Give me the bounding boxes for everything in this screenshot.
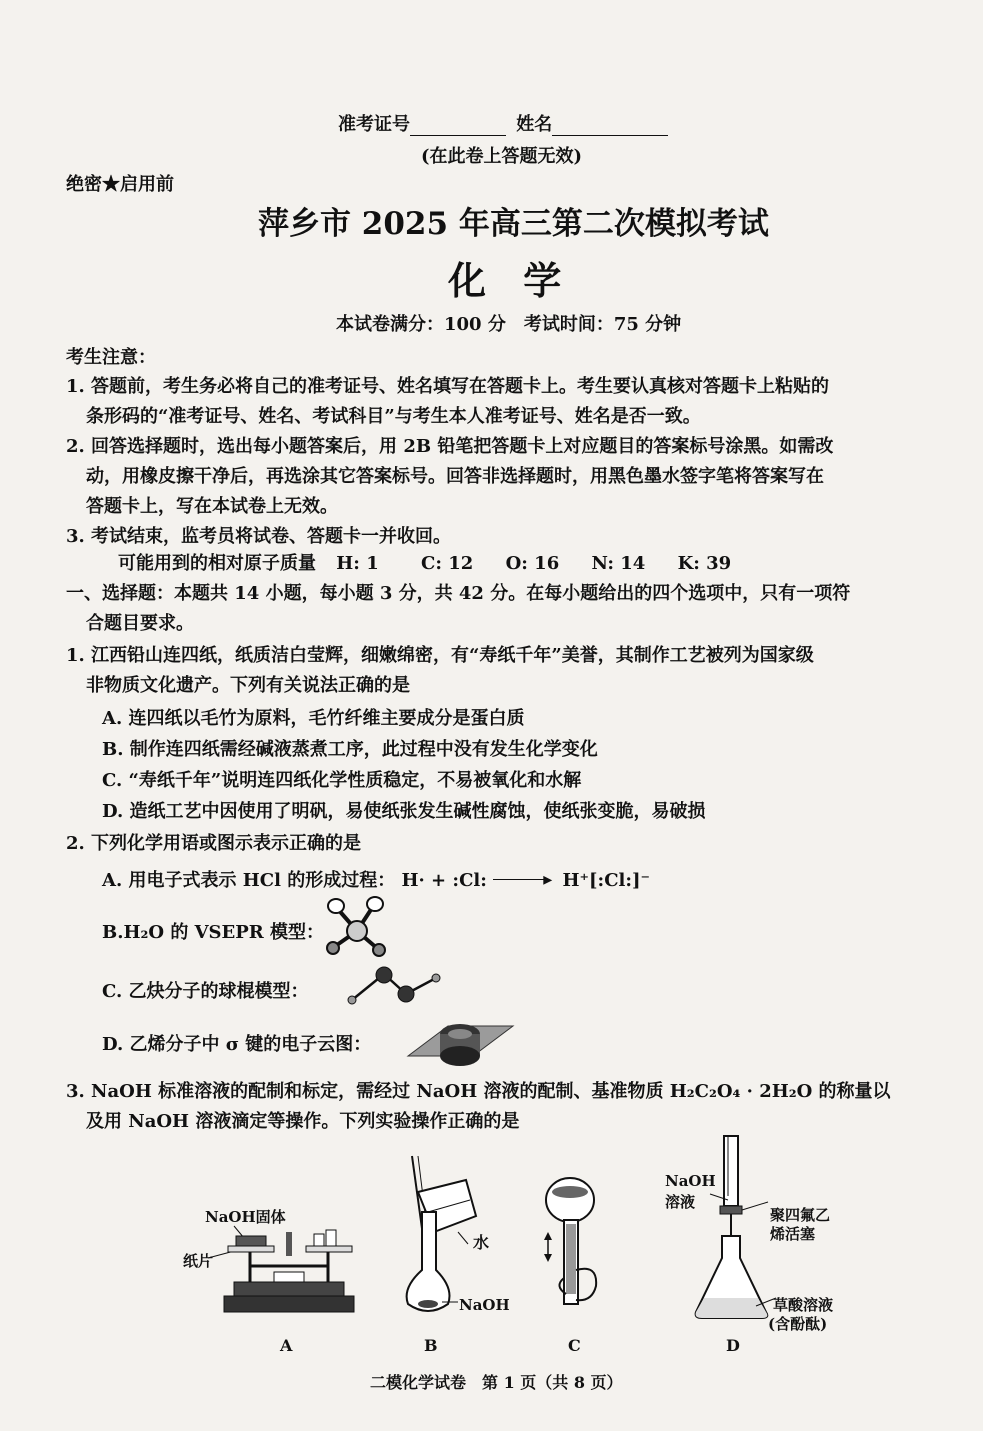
atomic-mass-n: N: 14 — [591, 553, 646, 574]
atomic-mass-h: H: 1 — [336, 553, 379, 574]
page-footer: 二模化学试卷 第 1 页（共 8 页） — [370, 1373, 623, 1392]
notice-item-1-line2: 条形码的“准考证号、姓名、考试科目”与考生本人准考证号、姓名是否一致。 — [86, 406, 701, 427]
q3-stem-line1: 3. NaOH 标准溶液的配制和标定，需经过 NaOH 溶液的配制、基准物质 H₂C₂O₄ · 2H₂O 的称量以 — [66, 1081, 891, 1102]
q1-stem-line2: 非物质文化遗产。下列有关说法正确的是 — [86, 675, 410, 696]
hcl-product: H⁺[:Cl:]⁻ — [562, 870, 651, 891]
hcl-cl-atom: :Cl: — [452, 870, 487, 891]
hcl-h-atom: H· — [401, 870, 425, 891]
fig-a-naoh-label: NaOH固体 — [205, 1208, 286, 1226]
fig-b-label: B — [424, 1336, 438, 1355]
atomic-mass-line — [118, 549, 731, 575]
vsepr-model-image — [322, 893, 392, 963]
hcl-cl-ion: Cl — [604, 870, 626, 891]
exam-title: 萍乡市 2025 年高三第二次模拟考试 — [258, 206, 769, 242]
name-label: 姓名 — [516, 114, 553, 135]
fig-d-label: D — [726, 1336, 740, 1355]
q1-option-a: A. 连四纸以毛竹为原料，毛竹纤维主要成分是蛋白质 — [102, 708, 525, 729]
admission-label: 准考证号 — [338, 114, 410, 135]
q3-stem-line2: 及用 NaOH 溶液滴定等操作。下列实验操作正确的是 — [86, 1111, 520, 1132]
hcl-bracket-end: ]⁻ — [632, 870, 651, 891]
sigma-bond-cloud-image — [388, 1018, 518, 1068]
fig-d-naoh-label2: 溶液 — [665, 1193, 696, 1211]
admission-blank — [410, 114, 506, 136]
balance-apparatus-image — [214, 1222, 364, 1320]
notice-item-1-line1: 1. 答题前，考生务必将自己的准考证号、姓名填写在答题卡上。考生要认真核对答题卡上粘贴的 — [66, 376, 830, 397]
fig-a-label: A — [280, 1336, 293, 1355]
q1-option-b: B. 制作连四纸需经碱液蒸煮工序，此过程中没有发生化学变化 — [102, 739, 598, 760]
q2-option-a-text: A. 用电子式表示 HCl 的形成过程： — [102, 870, 396, 891]
hcl-cl-symbol: Cl — [459, 870, 481, 891]
q1-option-d: D. 造纸工艺中因使用了明矾，易使纸张发生碱性腐蚀，使纸张变脆，易破损 — [102, 801, 706, 822]
subject-title: 化 学 — [448, 258, 574, 303]
q2-option-b: B.H₂O 的 VSEPR 模型： — [102, 922, 325, 943]
atomic-mass-label: 可能用到的相对原子质量 — [118, 553, 316, 574]
q1-stem-line1: 1. 江西铅山连四纸，纸质洁白莹辉，细嫩绵密，有“寿纸千年”美誉，其制作工艺被列为国家级 — [66, 645, 814, 666]
notice-heading: 考生注意： — [66, 347, 156, 368]
section1-line2: 合题目要求。 — [86, 613, 194, 634]
hcl-plus: + — [431, 870, 447, 891]
score-time: 本试卷满分：100 分 考试时间：75 分钟 — [336, 314, 682, 335]
admission-number-field — [338, 110, 668, 136]
flask-shaking-image — [536, 1174, 616, 1324]
q2-option-a — [102, 866, 650, 892]
invalid-note: (在此卷上答题无效) — [421, 146, 583, 167]
arrow-head-icon: ▸ — [543, 869, 553, 890]
atomic-mass-c: C: 12 — [421, 553, 474, 574]
acetylene-model-image — [346, 966, 446, 1006]
fig-d-ptfe-label1: 聚四氟乙 — [770, 1206, 831, 1224]
fig-c-label: C — [568, 1336, 581, 1355]
atomic-mass-o: O: 16 — [505, 553, 560, 574]
secret-mark: 绝密★启用前 — [66, 174, 174, 195]
fig-d-acid-label2: (含酚酞) — [768, 1315, 828, 1333]
reaction-arrow — [493, 879, 547, 880]
q2-option-c: C. 乙炔分子的球棍模型： — [102, 981, 309, 1002]
fig-d-ptfe-label2: 烯活塞 — [770, 1225, 816, 1243]
fig-b-water-label: 水 — [473, 1233, 490, 1252]
fig-b-naoh-label: NaOH — [459, 1296, 510, 1314]
q2-option-d: D. 乙烯分子中 σ 键的电子云图： — [102, 1034, 372, 1055]
notice-item-2-line1: 2. 回答选择题时，选出每小题答案后，用 2B 铅笔把答题卡上对应题目的答案标号涂黑。如需改 — [66, 436, 834, 457]
name-blank — [552, 114, 668, 136]
fig-d-acid-label1: 草酸溶液 — [773, 1296, 834, 1314]
notice-item-2-line3: 答题卡上，写在本试卷上无效。 — [86, 496, 338, 517]
fig-d-naoh-label1: NaOH — [665, 1172, 716, 1190]
fig-a-paper-label: 纸片 — [183, 1252, 214, 1270]
notice-item-2-line2: 动，用橡皮擦干净后，再选涂其它答案标号。回答非选择题时，用黑色墨水签字笔将答案写在 — [86, 466, 824, 487]
section1-line1: 一、选择题：本题共 14 小题，每小题 3 分，共 42 分。在每小题给出的四个选项中，只有一项符 — [66, 583, 851, 604]
q1-option-c: C. “寿纸千年”说明连四纸化学性质稳定，不易被氧化和水解 — [102, 770, 582, 791]
q2-stem: 2. 下列化学用语或图示表示正确的是 — [66, 833, 362, 854]
notice-item-3-line1: 3. 考试结束，监考员将试卷、答题卡一并收回。 — [66, 526, 452, 547]
atomic-mass-k: K: 39 — [677, 553, 732, 574]
hcl-h-plus: H⁺[ — [562, 870, 598, 891]
